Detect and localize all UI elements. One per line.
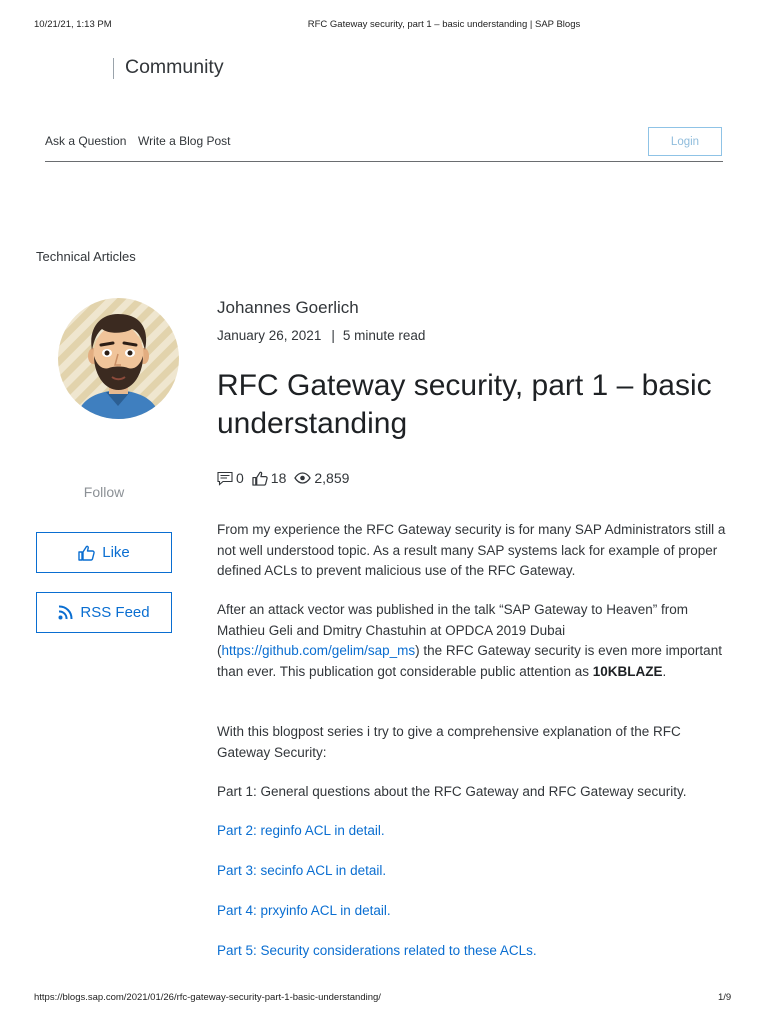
series-part-2-link-text[interactable]: Part 2: reginfo ACL in detail. xyxy=(217,823,385,838)
article-paragraph-3: With this blogpost series i try to give a comprehensive explanation of the RFC Gateway Security: xyxy=(217,724,681,760)
paragraph-2-end: . xyxy=(662,663,667,679)
author-avatar[interactable] xyxy=(58,298,179,419)
github-sap-ms-link[interactable]: https://github.com/gelim/sap_ms xyxy=(221,643,416,658)
like-button[interactable] xyxy=(36,532,172,573)
article-stats xyxy=(217,470,357,486)
breadcrumb-technical-articles[interactable]: Technical Articles xyxy=(36,249,136,264)
ask-question-link[interactable]: Ask a Question xyxy=(45,134,127,148)
avatar-illustration-icon xyxy=(58,298,179,419)
follow-button[interactable]: Follow xyxy=(83,484,125,500)
series-part-1: Part 1: General questions about the RFC Gateway and RFC Gateway security. xyxy=(217,784,687,799)
series-part-4-link[interactable] xyxy=(217,901,733,922)
paragraph-2-text-a: After an attack vector was published in the talk “SAP Gateway to Heaven” from Mathieu Geli and Dmitry Chastuhin at OPDCA 2019 Dubai ( xyxy=(217,602,688,658)
print-datetime: 10/21/21, 1:13 PM xyxy=(34,19,112,30)
series-part-5-link-text[interactable]: Part 5: Security considerations related to these ACLs. xyxy=(217,943,537,958)
comment-count-value: 0 xyxy=(236,470,244,486)
brand-separator xyxy=(113,58,114,79)
publish-date: January 26, 2021 xyxy=(217,328,322,343)
article-paragraph-1: From my experience the RFC Gateway security is for many SAP Administrators still a not well understood topic. As a result many SAP systems lack for example of proper defined ACLs to prevent malicious use of the RFC Gateway. xyxy=(217,522,726,578)
series-part-3-link[interactable] xyxy=(217,861,733,882)
paragraph-2-text-b: ) the RFC Gateway security is even more important than ever. This publication got considerable public attention as xyxy=(217,643,722,679)
rss-icon xyxy=(58,605,73,620)
comment-count[interactable] xyxy=(217,470,244,486)
nav-divider xyxy=(45,161,723,162)
series-part-2-link[interactable] xyxy=(217,821,733,842)
view-count-value: 2,859 xyxy=(314,470,350,486)
login-button[interactable]: Login xyxy=(648,127,722,156)
series-part-4-link-text[interactable]: Part 4: prxyinfo ACL in detail. xyxy=(217,903,391,918)
thumbs-up-icon xyxy=(78,545,95,561)
article-title: RFC Gateway security, part 1 – basic understanding xyxy=(217,369,712,440)
like-count-value: 18 xyxy=(270,470,287,486)
view-count xyxy=(294,470,349,486)
brand-community-link[interactable]: Community xyxy=(125,56,224,78)
series-part-3-link-text[interactable]: Part 3: secinfo ACL in detail. xyxy=(217,863,387,878)
thumbs-up-icon xyxy=(252,471,268,486)
eye-icon xyxy=(294,472,311,484)
print-doc-title: RFC Gateway security, part 1 – basic understanding | SAP Blogs xyxy=(307,19,581,30)
article-paragraph-2 xyxy=(217,600,733,682)
print-footer-url: https://blogs.sap.com/2021/01/26/rfc-gateway-security-part-1-basic-understanding/ xyxy=(34,992,381,1003)
comment-icon xyxy=(217,471,233,486)
like-count[interactable] xyxy=(252,470,287,486)
like-label: Like xyxy=(102,544,130,561)
rss-label: RSS Feed xyxy=(80,604,150,621)
article-meta: January 26, 2021 | 5 minute read xyxy=(217,328,426,343)
series-part-5-link[interactable] xyxy=(217,941,733,962)
rss-feed-button[interactable] xyxy=(36,592,172,633)
author-name-link[interactable]: Johannes Goerlich xyxy=(217,298,359,317)
read-time: 5 minute read xyxy=(342,328,426,343)
write-blog-post-link[interactable]: Write a Blog Post xyxy=(138,134,231,148)
10kblaze-term: 10KBLAZE xyxy=(592,663,663,679)
print-page-number: 1/9 xyxy=(718,992,732,1003)
